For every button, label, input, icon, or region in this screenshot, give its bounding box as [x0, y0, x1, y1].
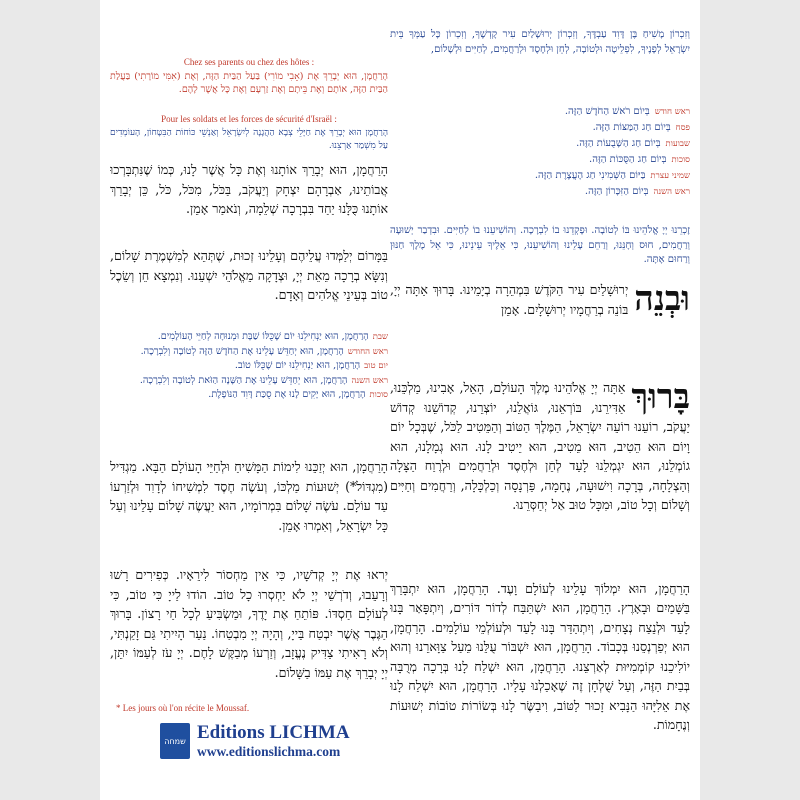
publisher-name: Editions LICHMA [197, 722, 350, 743]
occasion-line: פסחבְּיוֹם חַג הַמַּצּוֹת הַזֶּה. [592, 122, 690, 133]
moussaf-footnote: * Les jours où l'on récite le Moussaf. [116, 703, 250, 713]
book-icon: שמחה [160, 723, 190, 759]
yaaleh-intro: וְזִכְרוֹן מָשִׁיחַ בֶּן דָּוִד עַבְדֶּךָ, וְזִכְרוֹן יְרוּשָׁלַיִם עִיר קָדְשֶׁךָ, וְזִכְרוֹן כָּל עַמְּךָ בֵּית יִשְׂרָאֵל לְפָנֶיךָ, לִפְלֵיטָה וּלְטוֹבָה, לְחֵן וּלְחֶסֶד וּלְרַחֲמִים, לְחַיִּים וּלְשָׁלוֹם, [390, 29, 690, 55]
occasion-line: שבתהָרַחֲמָן, הוּא יַנְחִילֵנוּ יוֹם שֶׁכֻּלּוֹ שַׁבָּת וּמְנוּחָה לְחַיֵּי הָעוֹלָמִים. [157, 331, 388, 342]
harachaman-text: הָרַחֲמָן, הוּא יִמְלוֹךְ עָלֵינוּ לְעוֹלָם וָעֶד. הָרַחֲמָן, הוּא יִתְבָּרַךְ בַּשָּׁמַיִם וּבָאָרֶץ. הָרַחֲמָן, הוּא יִשְׁתַּבַּח לְדוֹר דּוֹרִים, וְיִתְפָּאַר בָּנוּ לָעַד וּלְנֵצַח נְצָחִים, וְיִתְהַדַּר בָּנוּ לָעַד וּלְעוֹלְמֵי עוֹלָמִים. הָרַחֲמָן, הוּא יְפַרְנְסֵנוּ בְּכָבוֹד. הָרַחֲמָן, הוּא יִשְׁבּוֹר עֻלֵּנוּ מֵעַל צַוָּארֵנוּ וְהוּא יוֹלִיכֵנוּ קוֹמְמִיּוּת לְאַרְצֵנוּ. הָרַחֲמָן, הוּא יִשְׁלַח לָנוּ בְּרָכָה מְרֻבָּה בְּבַיִת הַזֶּה, וְעַל שֻׁלְחָן זֶה שֶׁאָכַלְנוּ עָלָיו. הָרַחֲמָן, הוּא יִשְׁלַח לָנוּ אֶת אֵלִיָּהוּ הַנָּבִיא זָכוּר לַטּוֹב, וִיבַשֶּׂר לָנוּ בְּשׂוֹרוֹת טוֹבוֹת יְשׁוּעוֹת וְנֶחָמוֹת. [390, 580, 690, 733]
uvneh-text: יְרוּשָׁלַיִם עִיר הַקֹּדֶשׁ בִּמְהֵרָה בְיָמֵינוּ. בָּרוּךְ אַתָּה יְיָ, בּוֹנֵה בְרַחֲמָיו יְרוּשָׁלָיִם. אָמֵן [390, 282, 629, 317]
soldiers-text: הָרַחֲמָן הוּא יְבָרֵךְ אֶת חַיָּלֵי צְבָא הַהֲגָנָה לְיִשְׂרָאֵל וְאַנְשֵׁי כּוֹחוֹת הַבִּטָּחוֹן, הָעוֹמְדִים עַל מִשְׁמַר אַרְצֵנוּ. [110, 128, 388, 151]
zochrenu-text: זָכְרֵנוּ יְיָ אֱלֹהֵינוּ בּוֹ לְטוֹבָה. וּפָקְדֵנוּ בוֹ לִבְרָכָה. וְהוֹשִׁיעֵנוּ בוֹ לְחַיִּים. וּבִדְבַר יְשׁוּעָה וְרַחֲמִים, חוּס וְחָנֵּנוּ, וְרַחֵם עָלֵינוּ וְהוֹשִׁיעֵנוּ, כִּי אֵלֶיךָ עֵינֵינוּ, כִּי אֵל מֶלֶךְ חַנּוּן וְרַחוּם אָתָּה. [390, 225, 690, 265]
occasion-line: ראש החודשהָרַחֲמָן, הוּא יְחַדֵּשׁ עָלֵינוּ אֶת הַחֹדֶשׁ הַזֶּה לְטוֹבָה וְלִבְרָכָה. [140, 345, 388, 357]
occasion-line: ראש השנהבְּיוֹם הַזִּכָּרוֹן הַזֶּה. [584, 186, 690, 197]
otanu-text: הָרַחֲמָן, הוּא יְבָרֵךְ אוֹתָנוּ וְאֶת כָּל אֲשֶׁר לָנוּ, כְּמוֹ שֶׁנִּתְבָּרְכוּ אֲבוֹתֵינוּ, אַבְרָהָם יִצְחָק וְיַעֲקֹב, בַּכֹּל, מִכֹּל, כֹּל, כֵּן יְבָרֵךְ אוֹתָנוּ כֻּלָּנוּ יַחַד בִּבְרָכָה שְׁלֵמָה, וְנֹאמַר אָמֵן. [110, 162, 388, 216]
occasion-line: סוכותהָרַחֲמָן, הוּא יָקִים לָנוּ אֶת סֻכַּת דָּוִד הַנּוֹפָלֶת. [208, 389, 388, 400]
occasion-line: שמיני עצרתבַּיּוֹם הַשְּׁמִינִי חַג הָעֲצֶרֶת הַזֶּה. [534, 170, 690, 181]
left-occasions-list [110, 330, 388, 403]
uvneh-heading: וּבְנֵה [634, 279, 690, 319]
publisher-website[interactable]: www.editionslichma.com [197, 744, 341, 759]
page [100, 0, 700, 800]
parents-text: הָרַחֲמָן, הוּא יְבָרֵךְ אֶת (אָבִי מוֹרִי) בַּעַל הַבַּיִת הַזֶּה, וְאֶת (אִמִּי מוֹרָתִי) בַּעֲלַת הַבַּיִת הַזֶּה, אוֹתָם וְאֶת בֵּיתָם וְאֶת זַרְעָם וְאֶת כָּל אֲשֶׁר לָהֶם. [110, 71, 388, 95]
occasion-line: סוכותבְּיוֹם חַג הַסֻּכּוֹת הַזֶּה. [589, 154, 690, 165]
occasion-line: יום טובהָרַחֲמָן, הוּא יַנְחִילֵנוּ יוֹם שֶׁכֻּלּוֹ טוֹב. [234, 360, 388, 371]
mashiach-text: הָרַחֲמָן, הוּא יְזַכֵּנוּ לִימוֹת הַמָּשִׁיחַ וּלְחַיֵּי הָעוֹלָם הַבָּא. מַגְדִּיל (מִגְדּוֹל*) יְשׁוּעוֹת מַלְכּוֹ, וְעֹשֶׂה חֶסֶד לִמְשִׁיחוֹ לְדָוִד וּלְזַרְעוֹ עַד עוֹלָם. עֹשֶׂה שָׁלוֹם בִּמְרוֹמָיו, הוּא יַעֲשֶׂה שָׁלוֹם עָלֵינוּ וְעַל כָּל יִשְׂרָאֵל, וְאִמְרוּ אָמֵן. [110, 459, 388, 533]
fr-parents-heading: Chez ses parents ou chez des hôtes : [183, 57, 315, 67]
yiru-text: יְראוּ אֶת יְיָ קְדֹשָׁיו, כִּי אֵין מַחְסוֹר לִירֵאָיו. כְּפִירִים רָשׁוּ וְרָעֵבוּ, וְדֹרְשֵׁי יְיָ לֹא יַחְסְרוּ כָל טוֹב. הוֹדוּ לַייָ כִּי טוֹב, כִּי לְעוֹלָם חַסְדּוֹ. פּוֹתֵחַ אֶת יָדֶךָ, וּמַשְׂבִּיעַ לְכָל חַי רָצוֹן. בָּרוּךְ הַגֶּבֶר אֲשֶׁר יִבְטַח בַּייָ, וְהָיָה יְיָ מִבְטַחוֹ. נַעַר הָיִיתִי גַּם זָקַנְתִּי, וְלֹא רָאִיתִי צַדִּיק נֶעֱזָב, וְזַרְעוֹ מְבַקֶּשׁ לָחֶם. יְיָ עֹז לְעַמּוֹ יִתֵּן, יְיָ יְבָרֵךְ אֶת עַמּוֹ בַשָּׁלוֹם. [110, 567, 388, 680]
baruch-heading: בָּרוּךְ [631, 377, 690, 417]
occasion-line: שבועותבְּיוֹם חַג הַשָּׁבֻעוֹת הַזֶּה. [576, 138, 690, 149]
occasion-line: ראש חודשבְּיוֹם רֹאשׁ הַחֹדֶשׁ הַזֶּה. [564, 106, 690, 117]
baruch-text: אַתָּה יְיָ אֱלֹהֵינוּ מֶלֶךְ הָעוֹלָם, הָאֵל, אָבִינוּ, מַלְכֵּנוּ, אַדִּירֵנוּ, בּוֹרְאֵנוּ, גּוֹאֲלֵנוּ, יוֹצְרֵנוּ, קְדוֹשֵׁנוּ קְדוֹשׁ יַעֲקֹב, רוֹעֵנוּ רוֹעֵה יִשְׂרָאֵל, הַמֶּלֶךְ הַטּוֹב וְהַמֵּטִיב לַכֹּל, שֶׁבְּכָל יוֹם וָיוֹם הוּא הֵטִיב, הוּא מֵטִיב, הוּא יֵיטִיב לָנוּ. הוּא גְמָלָנוּ, הוּא גוֹמְלֵנוּ, הוּא יִגְמְלֵנוּ לָעַד לְחֵן וּלְחֶסֶד וּלְרַחֲמִים וּלְרֶוַח הַצָּלָה וְהַצְלָחָה, בְּרָכָה וִישׁוּעָה, נֶחָמָה, פַּרְנָסָה וְכַלְכָּלָה, וְרַחֲמִים וְחַיִּים וְשָׁלוֹם וְכָל טוֹב, וּמִכָּל טוּב אַל יְחַסְּרֵנוּ. [390, 380, 690, 512]
left-column [110, 0, 388, 800]
uvneh-paragraph [390, 280, 690, 319]
publisher-logo[interactable] [160, 722, 350, 760]
fr-soldiers-heading: Pour les soldats et les forces de sécurité d'Israël : [161, 114, 337, 124]
occasions-list [390, 104, 690, 200]
bamarom-text: בַּמָּרוֹם יְלַמְּדוּ עֲלֵיהֶם וְעָלֵינוּ זְכוּת, שֶׁתְּהֵא לְמִשְׁמֶרֶת שָׁלוֹם, וְנִשָּׂא בְרָכָה מֵאֵת יְיָ, וּצְדָקָה מֵאֱלֹהֵי יִשְׁעֵנוּ. וְנִמְצָא חֵן וְשֵׂכֶל טוֹב בְּעֵינֵי אֱלֹהִים וְאָדָם. [110, 248, 388, 302]
right-column [390, 0, 690, 800]
baruch-paragraph [390, 378, 690, 515]
occasion-line: ראש השנההָרַחֲמָן, הוּא יְחַדֵּשׁ עָלֵינוּ אֶת הַשָּׁנָה הַזֹּאת לְטוֹבָה וְלִבְרָכָה. [139, 374, 388, 386]
